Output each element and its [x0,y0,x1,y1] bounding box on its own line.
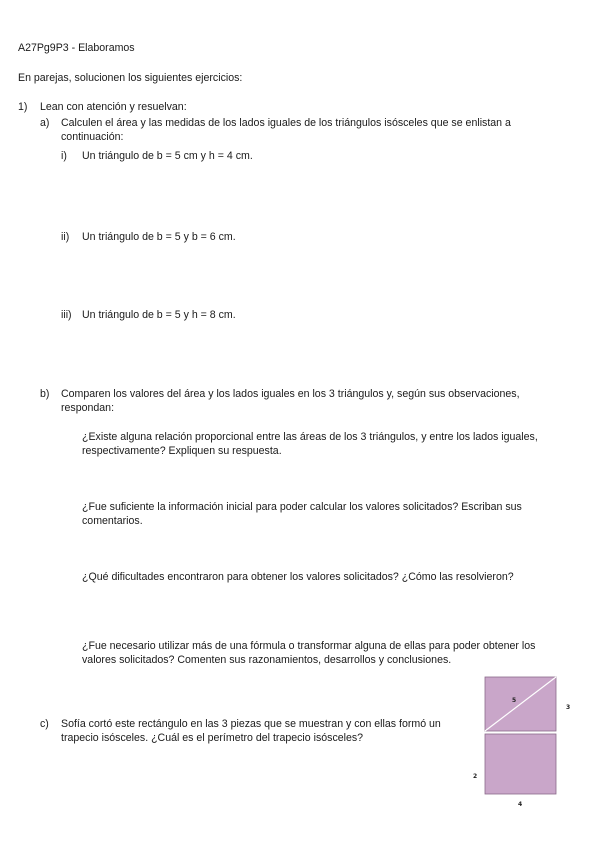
activity-code: A27Pg9P3 - Elaboramos [18,42,135,54]
q1c-text: Sofía cortó este rectángulo en las 3 piezas que se muestran y con ellas formó un trapecio isósceles. ¿Cuál es el perímetro del trapecio isósceles? [61,718,441,744]
q1a-label: a) [40,117,50,129]
b-question-1: ¿Existe alguna relación proporcional entre las áreas de los 3 triángulos, y entre los lados iguales, respectivamente? Expliquen su respuesta. [82,431,538,457]
height-top-label: 3 [566,704,571,711]
item-iii-label: iii) [61,309,72,321]
item-iii-text: Un triángulo de b = 5 y h = 8 cm. [82,309,236,321]
q1-number: 1) [18,101,28,113]
b-question-4: ¿Fue necesario utilizar más de una fórmula o transformar alguna de ellas para poder obtener los valores solicitados? Comenten sus razonamientos, desarrollos y conclusiones. [82,640,536,666]
q1b-text: Comparen los valores del área y los lados iguales en los 3 triángulos y, según sus observaciones, respondan: [61,388,520,414]
q1c-label: c) [40,718,49,730]
b-question-2: ¿Fue suficiente la información inicial para poder calcular los valores solicitados? Escriban sus comentarios. [82,501,522,527]
item-ii-text: Un triángulo de b = 5 y b = 6 cm. [82,231,236,243]
item-i-label: i) [61,150,67,162]
b-question-3: ¿Qué dificultades encontraron para obtener los valores solicitados? ¿Cómo las resolvieron? [82,571,514,583]
intro-text: En parejas, solucionen los siguientes ejercicios: [18,72,243,84]
diagonal-label: 5 [512,697,517,704]
width-label: 4 [518,801,523,808]
rectangle-pieces-figure [473,672,590,812]
item-ii-label: ii) [61,231,70,243]
item-i-text: Un triángulo de b = 5 cm y h = 4 cm. [82,150,253,162]
q1a-text: Calculen el área y las medidas de los lados iguales de los triángulos isósceles que se enlistan a continuación: [61,117,511,143]
rectangle-bottom-piece [485,734,556,794]
q1-text: Lean con atención y resuelvan: [40,101,187,113]
height-bottom-label: 2 [473,773,478,780]
q1b-label: b) [40,388,50,400]
